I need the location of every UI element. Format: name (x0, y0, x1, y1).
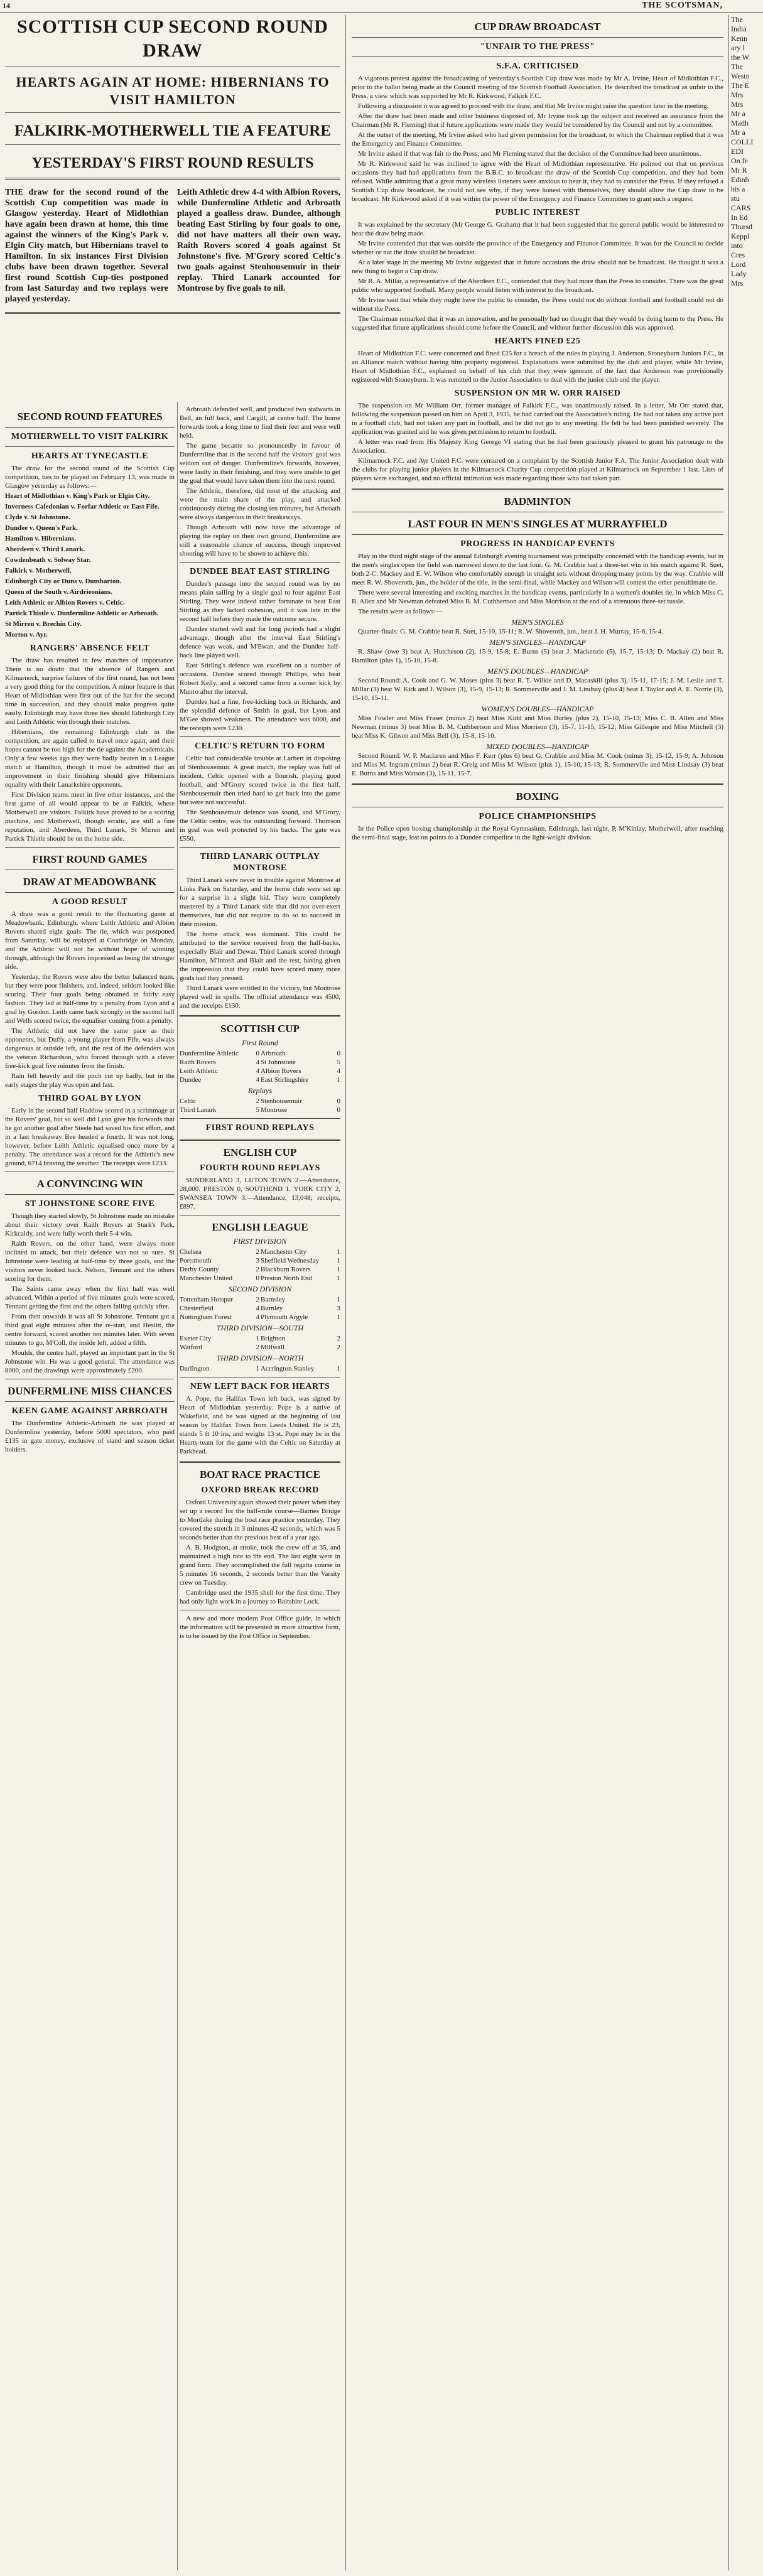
article-heading: HEARTS FINED £25 (494, 337, 581, 346)
article-text: Mr Irvine asked if that was fair to the Press, and Mr Fleming stated that the decision of the Committee had been unanimous. (358, 150, 701, 158)
article-heading: DUNDEE BEAT EAST STIRLING (190, 567, 330, 576)
draw-item: Leith Athletic or Albion Rovers v. Celtic. (5, 599, 125, 606)
result-text: Quarter-finals: G. M. Crabbie beat R. Suet, 15-10, 15-11; R. W. Shoveroth, jun., beat J. H. Murray, 15-6, 15-4. (358, 628, 663, 635)
draw-list (5, 492, 175, 639)
article-text: Play in the third night stage of the annual Edinburgh evening tournament was principally concerned with the handicap events, but in the men's singles open the field was narrowed down to the last four. G. M. Crabbie had a three-set win in his match against R. Suet, both 2-C. Mackey and E. W. Wilson who comfortably enough in straight sets without dropping many points by the way. Crabbie will meet R. W. Shoveroth, jun., the holder of the title, in the semi-final, while Mackey and Wilson will contest the other penultimate tie. (352, 552, 723, 586)
section-heading: SECOND ROUND FEATURES (17, 411, 163, 423)
draw-item: Dundee v. Queen's Park. (5, 524, 78, 532)
masthead (0, 0, 763, 13)
fragment-line: Lord (731, 260, 746, 269)
article-text: Dundee started well and for long periods had a slight advantage, though after the interval East Stirling's defence was weak, and M'Ewan, and the Dundee half-back line played well. (180, 625, 340, 659)
article-text: A. Pope, the Halifax Town left back, was signed by Heart of Midlothian yesterday. Pope is a native of Wakefield, and he was signed at the beginning of last season by Halifax Town from Leeds United. He is 23, stands 5 ft 10 ins, and weighs 13 st. Pope may be in the Hearts team for the game with the Celtic on Saturday at Parkhead. (180, 1395, 340, 1455)
article-text: Mr Irvine said that while they might have the public to consider, the Press could not do without football and football could not do without the Press. (352, 296, 723, 313)
column-rule (345, 15, 346, 2570)
article-text: The home attack was dominant. This could be attributed to the service received from the half-backs, especially Blair and Dewar. Third Lanark scored through Hamilton, M'Intosh and Blair and the rest, having given the impression that they could have scored many more goals had they pressed. (180, 930, 340, 982)
article-heading: A GOOD RESULT (51, 897, 128, 907)
article-text: A draw was a good result to the fluctuating game at Meadowbank, Edinburgh, where Leith Athletic and Albion Rovers shared eight goals. The tie, which was postponed from Saturday, will be replayed at Coatbridge on Monday, and the Athletic will not be without hope of winning through, although the Rovers impressed as being the stronger side. (5, 910, 175, 971)
draw-item: Morton v. Ayr. (5, 631, 48, 639)
section-heading: FIRST ROUND GAMES (32, 853, 148, 865)
article-text: The Dunfermline Athletic-Arbroath tie was played at Dunfermline yesterday, before 5000 spectators, who paid £135 in gate money, exclusive of stand and season ticket holders. (5, 1420, 175, 1453)
section-heading: ENGLISH CUP (223, 1146, 297, 1158)
article-text: The Stenhousemuir defence was sound, and M'Grory, the Celtic centre, was the outstanding forward. Thomson in goal was well protected by his backs. The gate was £550. (180, 809, 340, 843)
results-subheading: WOMEN'S DOUBLES—HANDICAP (481, 704, 594, 713)
results-table (180, 1334, 340, 1352)
article-heading: HEARTS AT TYNECASTLE (31, 451, 149, 461)
intro-left: THE draw for the second round of the Scottish Cup competition was made in Glasgow yesterday. Heart of Midlothian have again been drawn at home, this time against the winners of the King's Park v. Elgin City match, but Hibernians travel to Hamilton. In six instances First Division clubs have been drawn together. Several first round Scottish Cup-ties postponed from last Saturday and two replays were played yesterday. (5, 188, 168, 304)
fragment-line: Mr R (731, 166, 747, 175)
results-subheading: Replays (248, 1086, 272, 1095)
section-heading: BOXING (516, 790, 560, 802)
article-heading: THIRD GOAL BY LYON (38, 1094, 141, 1103)
section-heading: ENGLISH LEAGUE (212, 1221, 308, 1233)
fragment-line: The (731, 15, 743, 24)
fragment-line: EDI (731, 147, 744, 156)
article-text: At the outset of the meeting, Mr Irvine asked who had given permission for the broadcast, to which the Chairman replied that it was the Emergency and Finance Committee. (352, 131, 723, 148)
result-text: R. Shaw (owe 3) beat A. Hutcheson (2), 15-9, 15-8; E. Burns (5) beat J. Mackenzie (5), 15-7, 15-13; D. Mackay (2) beat R. Hamilton (plus 1), 15-10, 15-8. (352, 648, 723, 664)
fragment-line: COLLI (731, 137, 754, 146)
fragment-line: stu (731, 194, 740, 203)
article-text: The Chairman remarked that it was an innovation, and he personally had no thought that they would be doing harm to the Press. He suggested that future applications should come before the Council, and without further discussion this was approved. (352, 315, 723, 331)
article-text: Rain fell heavily and the pitch cut up badly, but in the early stages the play was open and fast. (5, 1072, 175, 1089)
section-heading: A CONVINCING WIN (36, 1178, 143, 1190)
article-text: Raith Rovers, on the other hand, were always more inclined to attack, but their defence was not so sure. St Johnstone were leading at half-time by three goals, and the visitors never looked back. Nelson, Tennant and the others scoring for them. (5, 1240, 175, 1283)
results-table (180, 1364, 340, 1373)
article-text: The results were as follows:— (358, 608, 443, 615)
page-number: 14 (3, 1, 10, 10)
fragment-line: Keppl (731, 232, 750, 240)
article-text: Early in the second half Haddow scored in a scrimmage at the Rovers' goal, but so well did Lyon give his forwards that he got another goal after Steele had saved his first effort, and in a fast breakaway Bee headed a fourth. It was not long, however, before Leith Athletic equalised once more by a penalty. The attendance was a record for the Athletic's new ground, 6714 braving the weather. The receipts were £233. (5, 1107, 175, 1167)
article-heading: PUBLIC INTEREST (495, 208, 580, 217)
draw-item: Queen of the South v. Airdrieonians. (5, 588, 112, 596)
article-heading: THIRD LANARK OUTPLAY MONTROSE (200, 852, 320, 873)
results-subheading: MEN'S SINGLES—HANDICAP (489, 638, 586, 647)
draw-item: Inverness Caledonian v. Forfar Athletic or East Fife. (5, 503, 160, 510)
fragment-line: Mr a (731, 128, 745, 137)
section-heading: DUNFERMLINE MISS CHANCES (8, 1385, 172, 1397)
results-subheading: FIRST DIVISION (233, 1237, 287, 1246)
fragment-line: ary l (731, 43, 745, 52)
result-row: Chesterfield 4 Burnley 3 (180, 1305, 340, 1312)
article-text: A vigorous protest against the broadcasting of yesterday's Scottish Cup draw was made by Mr A. Irvine, Heart of Midlothian F.C., prior to the ballot being made at the Council meeting of the Scottish Football Association. He described the broadcast as unfair to the Press, a view which was supported by Mr R. Kirkwood, Falkirk F.C. (352, 75, 723, 100)
banner-deck: FALKIRK-MOTHERWELL TIE A FEATURE (14, 122, 332, 139)
fragment-line: the W (731, 53, 749, 62)
fragment-line: his a (731, 185, 745, 193)
draw-item: St Mirren v. Brechin City. (5, 620, 82, 628)
draw-item: Hamilton v. Hibernians. (5, 535, 77, 542)
result-row: Watford 2 Millwall 2 (180, 1344, 340, 1351)
results-table (180, 1248, 340, 1283)
article-text: Mr Irvine contended that that was outside the province of the Emergency and Finance Committee. It was for the Council to decide whether or not the draw should be broadcast. (352, 240, 723, 256)
article-text: Celtic had considerable trouble at Larbert in disposing of Stenhousemuir. A great match, the replay was full of incident. Celtic opened with a flourish, playing good football, and M'Grory scored twice in the first half. Stenhousemuir then tried hard to get back into the game but were not successful. (180, 755, 340, 806)
article-text: At a later stage in the meeting Mr Irvine suggested that in future occasions the draw should not be broadcast. He thought it was a new thing to begin a Cup draw. (352, 259, 723, 275)
section-heading: BOAT RACE PRACTICE (199, 1469, 321, 1480)
results-subheading: MEN'S DOUBLES—HANDICAP (487, 667, 588, 676)
article-text: The draw for the second round of the Scottish Cup competition, ties to be played on February 13, was made in Glasgow yesterday as follows:— (5, 465, 175, 490)
result-row: Raith Rovers 4 St Johnstone 5 (180, 1059, 340, 1066)
article-text: Third Lanark were never in trouble against Montrose at Links Park on Saturday, and the home club were set up for a surprise in a slight bid. They were completely mastered by a Third Lanark side that did not over-exert themselves, but did not require to do so to succeed in their mission. (180, 876, 340, 928)
draw-item: Falkirk v. Motherwell. (5, 567, 72, 574)
article-text: There were several interesting and exciting matches in the handicap events, particularly in a women's doubles tie, in which Miss C. B. Allen and Mr Newman defeated Miss B. M. Cuthbertson and Miss Morrison at the end of a strenuous three-set tussle. (352, 589, 723, 605)
article-heading: MOTHERWELL TO VISIT FALKIRK (11, 432, 169, 441)
article-text: First Division teams meet in five other instances, and the best game of all would appear to be at Falkirk, where Motherwell are visitors. Falkirk have proved to be a scoring machine, and Motherwell, though erratic, are still a fine reputation, and Aberdeen, Third Lanark, St Mirren and Partick Thistle should be on the home side. (5, 791, 175, 843)
draw-item: Partick Thistle v. Dunfermline Athletic or Arbroath. (5, 610, 159, 617)
column-rule (177, 402, 178, 2570)
fragment-line: The (731, 62, 743, 71)
fragment-line: Westn (731, 72, 750, 80)
result-row: Derby County 2 Blackburn Rovers 1 (180, 1266, 340, 1273)
article-text: Oxford University again showed their power when they set up a record for the half-mile course—Barnes Bridge to Mortlake during the boat race practice yesterday. They covered the stretch in 3 minutes 42 seconds, which was 5 seconds better than the previous best of a year ago. (180, 1499, 340, 1541)
fragment-line: Mr a (731, 109, 745, 118)
article-text: Heart of Midlothian F.C. were concerned and fined £25 for a breach of the rules in playing J. Anderson, Stoneyburn Juniors F.C., in an Alliance match without having him properly registered. Explanations were submitted by the club and player, while Mr Irvine, Heart of Midlothian F.C., explained on behalf of his club that they were ignorant of the fact that Anderson was provisionally registered with Stoneyburn. It was remitted to the Junior Association to deal with the junior club and the player. (352, 350, 723, 384)
article-text: After the draw had been made and other business disposed of, Mr Irvine took up the subject and received an assurance from the Chairman (Mr R. Fleming) that if future applications were made they would be considered by the Council and not by a committee. (352, 112, 723, 129)
article-text: Cambridge used the 1935 shell for the first time. They had only light work in a journey to Baitsbite Lock. (180, 1589, 340, 1605)
article-heading: KEEN GAME AGAINST ARBROATH (11, 1406, 168, 1416)
results-table (180, 1049, 340, 1084)
article-text: From then onwards it was all St Johnstone. Tennant got a third goal eight minutes after the re-start, and Heslitt, the centre forward, scored another ten minutes later. With seven minutes to go, M'Coll, the inside left, added a fifth. (5, 1313, 175, 1347)
article-heading: CELTIC'S RETURN TO FORM (195, 741, 325, 751)
result-row: Celtic 2 Stenhousemuir 0 (180, 1097, 340, 1105)
result-text: Miss Fowler and Miss Fraser (minus 2) beat Miss Kidd and Miss Burley (plus 2), 15-10, 15-13; Miss C. B. Allen and Miss Newman (minus 3) beat Miss B. M. Cuthbertson and Miss Morrison (3), 15-7, 11-15, 15-12; Miss Gillespie and Miss Mitchell (3) beat Miss K. Gibson and Miss Bell (3), 15-8, 15-10. (352, 714, 723, 740)
fragment-line: Kenn (731, 34, 747, 43)
result-row: Tottenham Hotspur 2 Barnsley 1 (180, 1296, 340, 1303)
fragment-line: In Ed (731, 213, 748, 222)
article-text: Kilmarnock F.C. and Ayr United F.C. were censured on a complaint by the Scottish Junior F.A. The Junior Association dealt with the clubs for playing junior players in the Kilmarnock Charity Cup competition played at Kilmarnock on September 1 last. Lists of players were exchanged, and no official intimation was made regarding those who had taken part. (352, 457, 723, 482)
article-heading: OXFORD BREAK RECORD (201, 1485, 319, 1495)
article-text: A letter was read from His Majesty King George VI stating that he had been graciously pleased to grant his patronage to the Association. (352, 438, 723, 455)
result-row: Exeter City 1 Brighton 2 (180, 1335, 340, 1342)
banner (5, 15, 340, 319)
results-table (180, 1295, 340, 1322)
article-text: Though they started slowly, St Johnstone made no mistake about their victory over Raith Rovers at Stark's Park, Kirkcaldy, and were fully worth their 5-4 win. (5, 1212, 175, 1237)
article-text: In the Police open boxing championship at the Royal Gymnasium, Edinburgh, last night, P. M'Kinlay, Motherwell, after reaching the semi-final stage, lost on points to a Dundee competitor in the light-weight division. (352, 825, 723, 841)
article-text: Mr R. Kirkwood said he was inclined to agree with the Heart of Midlothian representative. He pointed out that on previous occasions they had had applications from the B.B.C. to broadcast the draw of the Scottish Cup competition, and they had been refused. While admitting that a great many wireless listeners were anxious to hear it, they had to consider the Press. If they refused a Scottish Cup draw broadcast, he could not see why, if they were honest with themselves, they should allow the Cup draw to be broadcast. Mr Kirkwood asked if it was within the power of the Emergency and Finance Committee to grant such a request. (352, 160, 723, 203)
result-row: Chelsea 2 Manchester City 1 (180, 1248, 340, 1256)
article-text: Arbroath defended well, and produced two stalwarts in Bell, an full back, and Cargill, at centre half. The home forwards took a long time to find their feet and were well held. (180, 406, 340, 439)
article-text: It was explained by the secretary (Mr George G. Graham) that it had been suggested that the general public would be interested to hear the draw being made. (352, 221, 723, 237)
article-heading: POLICE CHAMPIONSHIPS (479, 812, 597, 821)
article-heading: RANGERS' ABSENCE FELT (30, 644, 150, 653)
banner-deck-2: YESTERDAY'S FIRST ROUND RESULTS (31, 155, 314, 171)
fragment-line: Thursd (731, 222, 752, 231)
article-heading: FOURTH ROUND REPLAYS (200, 1163, 320, 1173)
section-heading: SCOTTISH CUP (220, 1023, 300, 1035)
article-text: Moulds, the centre half, played an important part in the St Johnstone win. He was a good general. The attendance was 8000, and the drawings were approximately £200. (5, 1349, 175, 1374)
section-heading: FIRST ROUND REPLAYS (205, 1123, 315, 1133)
draw-item: Clyde v. St Johnstone. (5, 514, 70, 521)
result-row: Third Lanark 5 Montrose 0 (180, 1106, 340, 1114)
badminton-results (352, 617, 723, 778)
article-text: The Athletic, therefore, did most of the attacking and were the main share of the play, and attacked continuously during the closing ten minutes, but Arbroath were always dangerous in their breakaways. (180, 487, 340, 521)
draw-item: Aberdeen v. Third Lanark. (5, 546, 85, 553)
article-text: The suspension on Mr William Orr, former manager of Falkirk F.C., was unanimously raised. In a letter, Mr Orr stated that, following the suspension passed on him on April 3, 1935, he had carried out the Association's ruling. He had not taken any active part in a football club, had not taken any part in football, and he did not go to any meeting. He felt he had been punished severely. The application was granted and he was given permission to return to football. (352, 402, 723, 436)
article-text: The game became so pronouncedly in favour of Dunfermline that in the second half the visitors' goal was seldom out of danger. Dunfermline's forwards, however, were faulty in their finishing, and they were unable to get the goal that would have taken them into the next round. (180, 442, 340, 485)
banner-title: SCOTTISH CUP SECOND ROUND DRAW (17, 16, 328, 61)
result-row: Manchester United 0 Preston North End 1 (180, 1275, 340, 1282)
article-text: Dundee's passage into the second round was by no means plain sailing by a single goal to four against East Stirling. They were indeed rather fortunate to beat East Stirling as they lacked cohesion, and it was late in the second half before they made the outcome secure. (180, 580, 340, 623)
fragment-line: Madh (731, 119, 749, 127)
draw-item: Heart of Midlothian v. King's Park or Elgin City. (5, 492, 150, 500)
left-column (5, 405, 175, 2571)
fragment-line: CARS (731, 203, 751, 212)
fragment-line: Lady (731, 269, 747, 278)
article-heading: LAST FOUR IN MEN'S SINGLES AT MURRAYFIELD (408, 518, 668, 530)
article-text: Yesterday, the Rovers were also the better balanced team, but they were poor finishers, and, indeed, seldom looked like scoring. Their four goals being obtained in fairly easy fashion. They led at half-time by a penalty from Lyon and a goal by Gordon. Leith came back strongly in the second half and Wells scored twice, the equaliser coming from a penalty. (5, 973, 175, 1025)
article-text: The Athletic did not have the same pace as their opponents, but Duffy, a young player from Fife, was always dangerous at outside left, and the rest of the defenders was the veteran Richardson, who forced through with a clever free-kick goal five minutes from the finish. (5, 1027, 175, 1070)
result-row: Dundee 4 East Stirlingshire 1 (180, 1076, 340, 1084)
results-subheading: MIXED DOUBLES—HANDICAP (486, 742, 589, 751)
intro-right: Leith Athletic drew 4-4 with Albion Rovers, while Dunfermline Athletic and Arbroath played a goalless draw. Dundee, although beating East Stirling by four goals to one, did not have matters all their own way. Raith Rovers scored 4 goals against St Johnstone's five. M'Grory scored Celtic's two goals against Stenhousemuir in their replay. Third Lanark accounted for Montrose by five goals to nil. (177, 188, 340, 293)
section-heading: BADMINTON (504, 495, 571, 507)
fragment-line: Mrs (731, 279, 744, 288)
results-subheading: MEN'S SINGLES (511, 618, 564, 627)
result-row: Portsmouth 3 Sheffield Wednesday 1 (180, 1257, 340, 1264)
article-heading: ST JOHNSTONE SCORE FIVE (24, 1199, 155, 1209)
result-row: Dunfermline Athletic 0 Arbroath 0 (180, 1050, 340, 1057)
fragment-line: The E (731, 81, 749, 90)
fragment-line: Cres (731, 251, 745, 259)
article-text: The Saints came away when the first half was well advanced. Within a period of five minutes goals were scored, Tennant getting the first and the others falling quickly after. (5, 1285, 175, 1310)
article-heading: "UNFAIR TO THE PRESS" (480, 42, 595, 51)
fragment-line: India (731, 24, 747, 33)
banner-subtitle: HEARTS AGAIN AT HOME: HIBERNIANS TO VISIT HAMILTON (16, 74, 330, 107)
article-text: Though Arbroath will now have the advantage of playing the replay on their own ground, Dunfermline are still a reasonable chance of success, though improved shooting will have to be shown to achieve this. (180, 524, 340, 558)
article-heading: S.F.A. CRITICISED (496, 62, 579, 71)
article-heading: NEW LEFT BACK FOR HEARTS (190, 1382, 330, 1391)
article-text: Hibernians, the remaining Edinburgh club in the competition, are again called to travel once again, and their hopes cannot be too high for the tie against the Academicals. Only a few weeks ago they were badly beaten in a League match at Hamilton, though it must be admitted that an improvement in their finishing should give Hibernians equality with their Lanarkshire opponents. (5, 728, 175, 789)
article-text: East Stirling's defence was excellent on a number of occasions. Dundee scored through Phillips, who beat Robert Kelly, and a second came from a corner kick by Munro after the interval. (180, 662, 340, 696)
result-row: Darlington 1 Accrington Stanley 1 (180, 1365, 340, 1372)
article-text: Dundee had a fine, free-kicking back in Richards, and the splendid defence of Smith in goal, but Lyon and M'Gee showed weakness. The attendance was 6000, and the receipts were £230. (180, 698, 340, 732)
draw-item: Edinburgh City or Duns v. Dumbarton. (5, 578, 122, 585)
article-text: The draw has resulted in few matches of importance. There is no doubt that the absence of Rangers and Kilmarnock, surprise failures of the first round, has not been a very good thing for the competition. A minor feature is that Heart of Midlothian were first out of the hat for the second time in succession, and they should make progress quite easily. Edinburgh may have three ties should Edinburgh City and Leith Athletic win through their matches. (5, 657, 175, 726)
fragment-line: Mrs (731, 90, 744, 99)
results-subheading: THIRD DIVISION—SOUTH (216, 1323, 304, 1332)
draw-item: Cowdenbeath v. Solway Star. (5, 556, 91, 564)
results-subheading: First Round (242, 1038, 278, 1047)
middle-column (180, 405, 340, 2571)
results-subheading: SECOND DIVISION (228, 1285, 292, 1293)
fragment-line: Mrs (731, 100, 744, 109)
article-text: Following a discussion it was agreed to proceed with the draw, and that Mr Irvine might raise the question later in the meeting. (358, 102, 709, 110)
article-text: Mr R. A. Millar, a representative of the Aberdeen F.C., contended that they had more than the Press to consider. There was the great public who supported football. Many people would listen with interest to the broadcast. (352, 278, 723, 294)
result-row: Nottingham Forest 4 Plymouth Argyle 1 (180, 1313, 340, 1321)
result-text: Second Round: W. P. Maclaren and Miss F. Kerr (plus 6) beat G. Crabbie and Miss M. Cook (minus 3), 15-12, 15-9; A. Johnson and Miss M. Ingram (minus 2) beat R. Greig and Miss M. Wilson (plus 1), 15-10, 15-13; R. Sommerville and Miss Lindsay (3) beat E. Burns and Miss Watson (3), 15-11, 15-7. (352, 752, 723, 777)
article-text: Third Lanark were entitled to the victory, but Montrose played well in spells. The official attendance was 4500, and the receipts £130. (180, 984, 340, 1010)
article-heading: PROGRESS IN HANDICAP EVENTS (460, 539, 615, 549)
article-heading: DRAW AT MEADOWBANK (23, 876, 157, 888)
results-table (180, 1097, 340, 1114)
article-heading: SUSPENSION ON MR W. ORR RAISED (454, 389, 621, 398)
result-text: Second Round: A. Cook and G. W. Moses (plus 3) beat R. T. Wilkie and D. Macaskill (plus 3), 15-11, 17-15; J. M. Leslie and T. Millar (3) beat W. Kirk and J. Wilson (3), 15-9, 15-13; R. Sommerville and J. M. Lindsay (plus 4) beat J. Taylor and A. E. Norrie (3), 15-10, 15-11. (352, 677, 723, 702)
section-heading: CUP DRAW BROADCAST (474, 21, 601, 33)
fragment-line: On fe (731, 156, 748, 165)
right-column (352, 15, 723, 2570)
article-text: A. B. Hodgson, at stroke, took the crew off at 35, and maintained a high rate to the end. The last eight were in grand form. They accomplished the full regatta course in 5 minutes 16 seconds, 2 seconds better than the Varsity crew on Tuesday. (180, 1544, 340, 1587)
result-row: Leith Athletic 4 Albion Rovers 4 (180, 1067, 340, 1075)
fragment-line: into (731, 241, 743, 250)
fragment-line: Edinb (731, 175, 749, 184)
article-text: SUNDERLAND 3, LUTON TOWN 2.—Attendance, 28,000. PRESTON 0, SOUTHEND 1. YORK CITY 2, SWANSEA TOWN 3.—Attendance, 13,048; receipts, £897. (180, 1177, 340, 1210)
results-subheading: THIRD DIVISION—NORTH (216, 1354, 304, 1362)
adjacent-column-fragment (728, 15, 763, 2570)
article-text: A new and more modern Post Office guide, in which the information will be presented in more attractive form, is to be issued by the Post Office in September. (180, 1615, 340, 1640)
newspaper-name: THE SCOTSMAN, (642, 1, 723, 10)
